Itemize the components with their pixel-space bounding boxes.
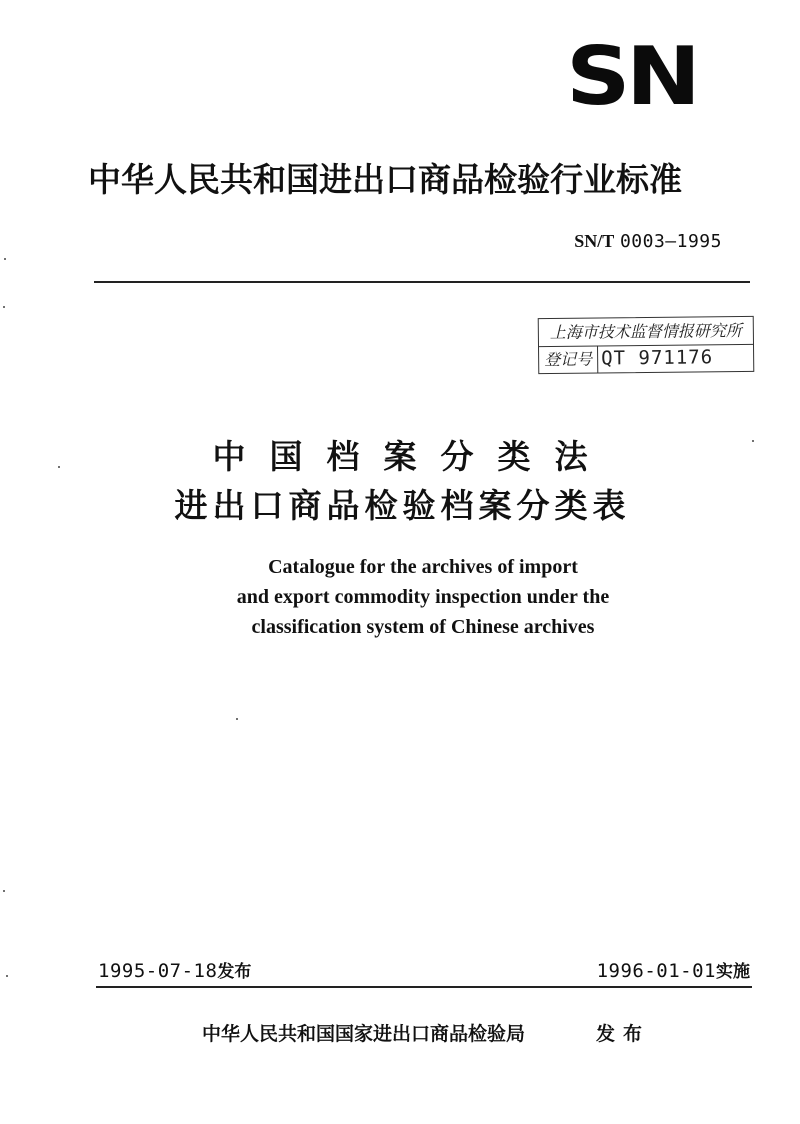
standard-category-title: 中华人民共和国进出口商品检验行业标准 <box>88 160 682 199</box>
english-title-line: Catalogue for the archives of import <box>268 556 578 578</box>
standard-number <box>574 229 722 254</box>
sn-logo: SN <box>566 30 697 123</box>
effective-date-value: 1996-01-01 <box>596 960 716 982</box>
standard-number-value: 0003—1995 <box>619 231 722 252</box>
english-title-line: and export commodity inspection under the <box>236 586 610 608</box>
effective-date-label: 实施 <box>716 962 750 982</box>
stamp-registration-label: 登记号 <box>539 346 598 374</box>
chinese-title-line1: 中国档案分类法 <box>212 437 612 476</box>
issue-date-value: 1995-07-18 <box>98 960 218 982</box>
scan-speck <box>6 975 8 977</box>
bottom-divider <box>96 986 752 988</box>
issuing-action: 发布 <box>596 1023 651 1045</box>
issuing-authority: 中华人民共和国国家进出口商品检验局 <box>202 1023 526 1045</box>
scan-speck <box>752 440 754 442</box>
scan-speck <box>3 306 5 308</box>
stamp-institute: 上海市技术监督情报研究所 <box>539 317 753 347</box>
chinese-title-line2: 进出口商品检验档案分类表 <box>174 486 631 525</box>
issue-date <box>98 958 251 985</box>
registration-stamp <box>538 316 755 374</box>
scan-speck <box>58 466 60 468</box>
scan-speck <box>3 890 5 892</box>
english-title <box>0 552 800 642</box>
effective-date <box>597 958 750 985</box>
standard-number-prefix: SN/T <box>574 231 615 251</box>
scan-speck <box>4 258 6 260</box>
english-title-line: classification system of Chinese archives <box>251 616 595 638</box>
scan-speck <box>236 718 238 720</box>
top-divider <box>94 281 750 283</box>
issue-date-label: 发布 <box>217 962 252 982</box>
stamp-registration-number: QT 971176 <box>601 346 714 370</box>
